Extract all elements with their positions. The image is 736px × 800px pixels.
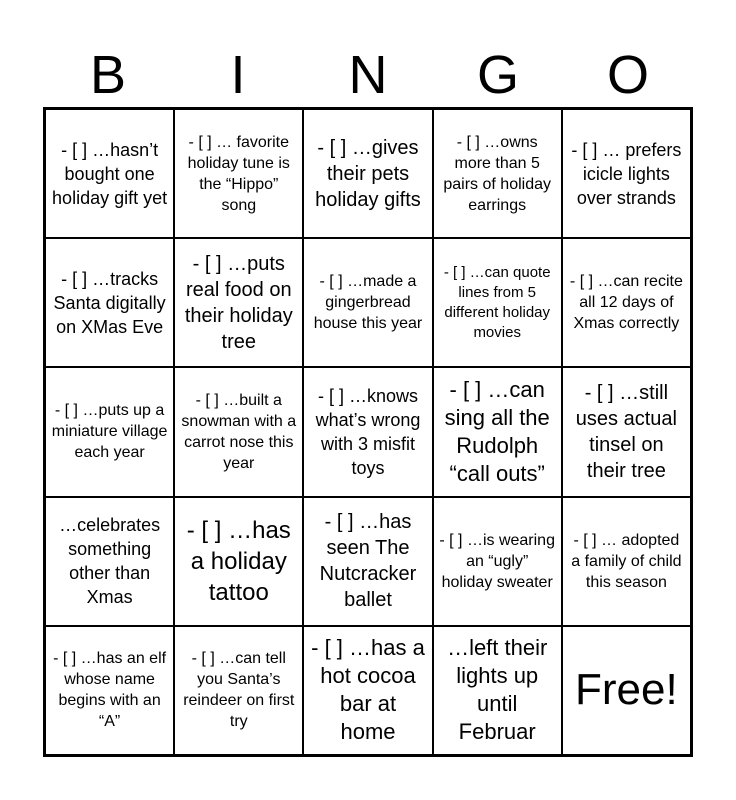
bingo-grid	[43, 107, 693, 757]
cell-text: - [ ] …has a hot cocoa bar at home	[311, 635, 425, 745]
bingo-cell[interactable]	[433, 497, 562, 626]
bingo-cell[interactable]	[45, 238, 174, 367]
bingo-cell[interactable]	[45, 109, 174, 238]
bingo-cell[interactable]	[45, 626, 174, 755]
cell-text: - [ ] … adopted a family of child this season	[571, 531, 682, 591]
cell-text: - [ ] …can recite all 12 days of Xmas correctly	[569, 273, 683, 333]
cell-text: - [ ] …can quote lines from 5 different holiday movies	[443, 263, 551, 341]
cell-text: - [ ] …can tell you Santa’s reindeer on first try	[183, 650, 295, 731]
bingo-cell[interactable]	[303, 367, 432, 496]
header-letter-o: O	[606, 45, 649, 105]
bingo-cell[interactable]	[174, 497, 303, 626]
header-letter-i: I	[230, 45, 246, 105]
cell-text: - [ ] …gives their pets holiday gifts	[315, 136, 421, 211]
bingo-cell[interactable]	[562, 367, 691, 496]
bingo-cell[interactable]	[174, 367, 303, 496]
free-space-label: Free!	[575, 665, 678, 715]
cell-text: - [ ] …is wearing an “ugly” holiday sweater	[439, 531, 555, 591]
cell-text: - [ ] …has an elf whose name begins with an “A”	[53, 650, 167, 731]
bingo-cell[interactable]	[303, 238, 432, 367]
bingo-cell[interactable]	[45, 497, 174, 626]
cell-text: - [ ] …knows what’s wrong with 3 misfit toys	[315, 385, 421, 478]
cell-text: - [ ] …made a gingerbread house this year	[313, 273, 423, 333]
cell-text: …left their lights up until Februar	[447, 635, 548, 745]
bingo-cell[interactable]	[303, 497, 432, 626]
cell-text: - [ ] … prefers icicle lights over strands	[571, 139, 682, 208]
bingo-cell[interactable]	[433, 238, 562, 367]
bingo-cell[interactable]	[433, 109, 562, 238]
bingo-cell[interactable]	[303, 626, 432, 755]
bingo-cell[interactable]	[174, 109, 303, 238]
cell-text: - [ ] …has seen The Nutcracker ballet	[319, 511, 417, 612]
bingo-cell[interactable]	[174, 238, 303, 367]
cell-text: - [ ] … favorite holiday tune is the “Hippo” song	[187, 133, 290, 214]
bingo-cell[interactable]	[562, 497, 691, 626]
bingo-header	[43, 44, 693, 106]
cell-text: - [ ] …puts up a miniature village each year	[51, 402, 168, 462]
cell-text: - [ ] …still uses actual tinsel on their tree	[575, 381, 677, 482]
cell-text: - [ ] …can sing all the Rudolph “call outs”	[444, 376, 550, 486]
header-letter-n: N	[348, 45, 388, 105]
free-space-cell[interactable]	[562, 626, 691, 755]
cell-text: - [ ] …hasn’t bought one holiday gift yet	[52, 139, 168, 208]
bingo-cell[interactable]	[174, 626, 303, 755]
cell-text: - [ ] …owns more than 5 pairs of holiday earrings	[443, 133, 551, 214]
bingo-cell[interactable]	[303, 109, 432, 238]
bingo-cell[interactable]	[433, 626, 562, 755]
bingo-cell[interactable]	[45, 367, 174, 496]
cell-text: - [ ] …puts real food on their holiday tree	[184, 252, 293, 353]
bingo-cell[interactable]	[433, 367, 562, 496]
cell-text: …celebrates something other than Xmas	[59, 515, 161, 608]
bingo-cell[interactable]	[562, 238, 691, 367]
header-letter-g: G	[476, 45, 519, 105]
bingo-cell[interactable]	[562, 109, 691, 238]
cell-text: - [ ] …built a snowman with a carrot nose this year	[181, 391, 297, 472]
header-letter-b: B	[89, 45, 127, 105]
cell-text: - [ ] …has a holiday tattoo	[186, 516, 291, 606]
cell-text: - [ ] …tracks Santa digitally on XMas Eve	[53, 268, 166, 337]
